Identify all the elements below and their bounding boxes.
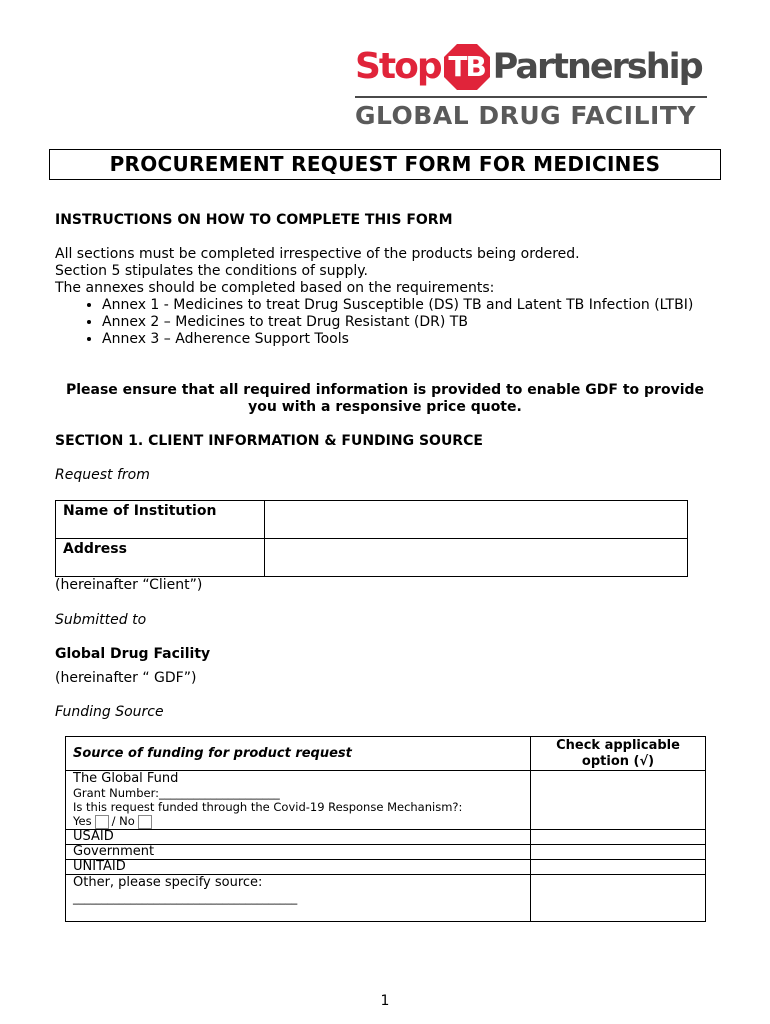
yes-checkbox[interactable] <box>95 815 109 829</box>
annex-list <box>55 297 735 348</box>
table-row <box>56 539 688 577</box>
government-check[interactable] <box>531 844 706 859</box>
page-number: 1 <box>380 993 390 1009</box>
grant-number-field[interactable]: Grant Number:_____________________ <box>73 786 280 800</box>
instruction-line: The annexes should be completed based on the requirements: <box>55 280 495 296</box>
unitaid-check[interactable] <box>531 859 706 874</box>
other-source-field[interactable]: _______________________________________ <box>73 890 298 905</box>
table-row <box>66 829 706 844</box>
usaid-label: USAID <box>66 829 531 844</box>
funding-source-label: Funding Source <box>55 704 164 720</box>
stop-tb-logo <box>355 42 710 130</box>
form-title-box <box>49 149 721 180</box>
institution-field[interactable] <box>265 501 688 539</box>
logo-partnership-text: Partnership <box>492 47 702 87</box>
form-title: PROCUREMENT REQUEST FORM FOR MEDICINES <box>109 152 661 176</box>
yes-label: Yes <box>73 814 92 828</box>
other-cell <box>66 874 531 921</box>
other-label: Other, please specify source: <box>73 874 263 890</box>
logo-gdf-text: GLOBAL DRUG FACILITY <box>355 101 696 130</box>
usaid-check[interactable] <box>531 829 706 844</box>
notice-text: Please ensure that all required information is provided to enable GDF to provide you with a responsive price quote. <box>65 382 705 415</box>
submitted-to-label: Submitted to <box>55 612 147 628</box>
logo-tb-text: TB <box>448 50 485 83</box>
instruction-line: All sections must be completed irrespective of the products being ordered. <box>55 246 580 262</box>
unitaid-label: UNITAID <box>66 859 531 874</box>
other-check[interactable] <box>531 874 706 921</box>
institution-label: Name of Institution <box>56 501 265 539</box>
annex-item: • Annex 1 - Medicines to treat Drug Susceptible (DS) TB and Latent TB Infection (LTBI) <box>102 297 735 314</box>
table-row <box>66 859 706 874</box>
table-row <box>56 501 688 539</box>
address-label: Address <box>56 539 265 577</box>
funding-col-header: Source of funding for product request <box>66 737 531 771</box>
global-fund-cell <box>66 771 531 830</box>
client-note: (hereinafter “Client”) <box>55 577 203 593</box>
no-checkbox[interactable] <box>138 815 152 829</box>
global-fund-check[interactable] <box>531 771 706 830</box>
covid-question: Is this request funded through the Covid-19 Response Mechanism?: <box>73 800 463 814</box>
annex-item: • Annex 2 – Medicines to treat Drug Resistant (DR) TB <box>102 314 735 331</box>
funding-table <box>65 736 706 922</box>
logo-divider <box>355 96 707 98</box>
table-row <box>66 771 706 830</box>
instructions-heading: INSTRUCTIONS ON HOW TO COMPLETE THIS FORM <box>55 212 453 228</box>
table-row <box>66 874 706 921</box>
table-row <box>66 844 706 859</box>
client-info-table <box>55 500 688 577</box>
request-from-label: Request from <box>55 467 150 483</box>
table-row <box>66 737 706 771</box>
tb-octagon-icon <box>443 43 491 91</box>
address-field[interactable] <box>265 539 688 577</box>
instruction-line: Section 5 stipulates the conditions of supply. <box>55 263 368 279</box>
check-col-header: Check applicable option (√) <box>531 737 706 771</box>
government-label: Government <box>66 844 531 859</box>
gdf-name: Global Drug Facility <box>55 646 211 662</box>
logo-stop-text: Stop <box>355 46 441 87</box>
gdf-note: (hereinafter “ GDF”) <box>55 670 197 686</box>
global-fund-label: The Global Fund <box>73 771 179 786</box>
yes-no-row <box>73 814 523 829</box>
section1-heading: SECTION 1. CLIENT INFORMATION & FUNDING SOURCE <box>55 433 483 449</box>
annex-item: • Annex 3 – Adherence Support Tools <box>102 331 735 348</box>
instructions-body <box>55 246 735 348</box>
no-label: / No <box>111 814 135 828</box>
